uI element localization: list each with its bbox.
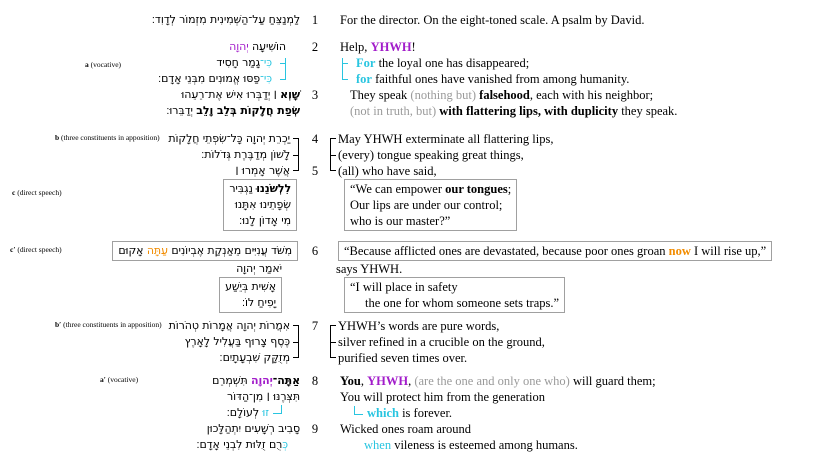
hebrew-line (118, 243, 292, 259)
stanza-6 (0, 241, 825, 313)
speech-box (219, 277, 282, 313)
speech-box (344, 277, 565, 313)
english-column (328, 12, 825, 28)
text-segment: הוֹשִׁיעָה (248, 40, 286, 53)
hebrew-line (229, 181, 291, 197)
text-segment: (every) tongue speaking great things, (338, 148, 524, 162)
text-segment: אֲשֶׁר אָמְרוּ ׀ (235, 164, 290, 177)
text-segment: Wicked ones roam around (340, 422, 472, 436)
verse-number: 6 (311, 244, 319, 258)
hebrew-line (201, 147, 290, 163)
hebrew-line (235, 163, 290, 179)
english-line (328, 437, 825, 452)
text-segment: נַגְבִּיר (229, 182, 257, 195)
hebrew-line (229, 197, 291, 213)
connector-word: when (364, 438, 392, 452)
text-segment: Our lips are under our control; (350, 198, 503, 212)
section-label-a (85, 60, 121, 69)
label-letter: b (55, 133, 60, 142)
connector-word: כְּ (282, 438, 288, 451)
label-text: (three constituents in apposition) (61, 320, 162, 329)
divine-name: YHWH (370, 40, 412, 54)
text-segment: , (408, 374, 415, 388)
text-segment: “I will place in safety (350, 280, 458, 294)
text-segment: the loyal one has disappeared; (375, 56, 530, 70)
english-line (344, 243, 766, 259)
apposition-bracket (292, 325, 299, 358)
connector-word: כִּי־ (260, 56, 272, 69)
hebrew-line (229, 39, 286, 55)
text-segment: For the director. On the eight-toned scale. A psalm by David. (340, 13, 645, 27)
connector-hook (273, 405, 282, 414)
text-segment: They speak (350, 88, 411, 102)
bold-phrase: our tongues (445, 182, 508, 196)
english-line (328, 147, 825, 163)
hebrew-column (0, 373, 302, 452)
text-segment: שְׂפָתֵינוּ אִתָּנוּ (234, 198, 291, 211)
hebrew-line (152, 12, 300, 28)
english-line (328, 261, 825, 277)
hebrew-column (0, 39, 302, 119)
text-segment: You will protect him from the generation (340, 390, 545, 404)
stanza-4-5 (0, 131, 825, 231)
text-segment: גָמַר חָסִיד (216, 56, 261, 69)
english-line (328, 39, 825, 55)
text-wrapper (227, 406, 269, 419)
english-column (328, 373, 825, 452)
speech-box (112, 241, 298, 261)
hebrew-line (196, 437, 288, 452)
parenthetical: (nothing but) (410, 88, 480, 102)
hebrew-line (169, 318, 290, 334)
text-segment: they speak. (618, 104, 678, 118)
hebrew-line (185, 334, 290, 350)
bold-phrase: שְׂפַת חֲלָקוֹת בְּלֵב וָלֵב (196, 104, 300, 117)
apposition-bracket (330, 138, 337, 171)
verse-number: 8 (311, 374, 319, 388)
section-label-c-prime (10, 245, 62, 254)
label-text: (vocative) (88, 60, 122, 69)
stanza-1 (0, 12, 825, 28)
text-segment: I will rise up,” (690, 244, 767, 258)
text-segment: says YHWH. (336, 262, 403, 276)
text-segment: אָקוּם (118, 244, 147, 257)
english-line (328, 131, 825, 147)
connector-word: כִּי־ (260, 72, 272, 85)
label-text: (three constituents in apposition) (59, 133, 160, 142)
section-label-b-prime (55, 320, 162, 329)
text-segment: פַסּוּ אֱמוּנִים מִבְּנֵי אָדָם׃ (157, 72, 261, 85)
english-line (328, 350, 825, 366)
english-column (328, 39, 825, 119)
apposition-bracket (330, 325, 337, 358)
text-segment: יְדַבֵּרוּ׃ (166, 104, 197, 117)
text-segment: ׀ יְדַבְּרוּ אִישׁ אֶת־רֵעֵהוּ (181, 88, 281, 101)
label-text: (vocative) (105, 375, 139, 384)
hebrew-line (181, 87, 300, 103)
text-segment: “We can empower (350, 182, 446, 196)
speech-box (344, 179, 517, 231)
english-line (328, 334, 825, 350)
connector-hook (354, 406, 363, 415)
label-letter: c′ (10, 245, 16, 254)
hebrew-line (207, 421, 300, 437)
verse-number: 5 (311, 164, 319, 178)
apposition-bracket (292, 138, 299, 171)
hebrew-line (158, 71, 272, 87)
english-line (328, 55, 825, 71)
hebrew-line (166, 103, 300, 119)
text-segment: purified seven times over. (338, 351, 468, 365)
english-line (328, 389, 825, 405)
text-segment: YHWH’s words are pure words, (338, 319, 500, 333)
verse-number: 7 (311, 319, 319, 333)
label-text: (direct speech) (15, 188, 62, 197)
english-line (350, 181, 511, 197)
english-line (350, 197, 511, 213)
hebrew-column (0, 318, 302, 366)
stanza-8-9 (0, 373, 825, 452)
hebrew-column (0, 131, 302, 231)
parenthetical: (are the one and only one who) (414, 374, 573, 388)
text-segment: לַמְנַצֵּחַ עַל־הַשְּׁמִינִית מִזְמוֹר לְדָוִד׃ (151, 13, 300, 26)
english-line (350, 295, 559, 311)
english-column (328, 241, 825, 313)
text-segment: מִי אָדוֹן לָנוּ׃ (239, 214, 291, 227)
text-segment: סָבִיב רְשָׁעִים יִתְהַלָּכוּן (206, 422, 300, 435)
english-line (328, 405, 825, 421)
hebrew-column (0, 241, 302, 313)
hebrew-line (225, 279, 276, 295)
hebrew-line (236, 261, 282, 277)
hebrew-line (212, 373, 300, 389)
connector-bracket (279, 58, 286, 80)
hebrew-line (229, 213, 291, 229)
text-segment: כֶּסֶף צָרוּף בַּעֲלִיל לָאָרֶץ (184, 335, 290, 348)
page-content (0, 12, 825, 452)
text-segment: faithful ones have vanished from among humanity. (371, 72, 630, 86)
connector-bracket (342, 58, 349, 80)
text-segment: (all) who have said, (338, 164, 437, 178)
section-label-a-prime (100, 375, 138, 384)
text-segment: will guard them; (572, 374, 656, 388)
connector-word: זוּ (262, 406, 269, 419)
divine-name: יְהוָה (251, 374, 273, 387)
text-segment: Help, (340, 40, 371, 54)
english-line (350, 279, 559, 295)
text-segment: who is our master?” (350, 214, 451, 228)
text-segment: vileness is esteemed among humans. (391, 438, 578, 452)
english-column (328, 131, 825, 231)
connector-word: for (356, 72, 372, 86)
english-line (328, 318, 825, 334)
stanza-7 (0, 318, 825, 366)
english-line (328, 12, 825, 28)
hebrew-line (227, 405, 282, 421)
verse-number: 2 (311, 40, 319, 54)
english-line (328, 71, 825, 87)
text-segment: תִּשְׁמְרֵם (212, 374, 252, 387)
label-letter: c (12, 188, 16, 197)
bold-phrase: שָׁוְא (280, 88, 300, 101)
text-segment: silver refined in a crucible on the ground, (338, 335, 545, 349)
connector-word: which (367, 406, 399, 420)
label-text: (direct speech) (15, 245, 62, 254)
label-letter: a′ (100, 375, 106, 384)
hebrew-line (168, 131, 290, 147)
text-segment: לָשׁוֹן מְדַבֶּרֶת גְּדֹלוֹת׃ (201, 148, 290, 161)
divine-name: YHWH (367, 374, 409, 388)
emphasis-word: עַתָּה (146, 244, 168, 257)
text-segment: אָשִׁית בְּיֵשַׁע (225, 280, 276, 293)
bold-phrase: falsehood (479, 88, 530, 102)
text-segment: , (360, 374, 368, 388)
text-segment: רֻם זֻלּוּת לִבְנֵי אָדָם׃ (196, 438, 283, 451)
text-segment: the one for whom someone sets traps.” (365, 296, 560, 310)
verse-number: 9 (311, 422, 319, 436)
divine-name: יְהוָה (229, 40, 249, 53)
section-label-b (55, 133, 160, 142)
english-line (328, 163, 825, 179)
text-segment: “Because afflicted ones are devastated, because poor ones groan (344, 244, 669, 258)
bold-phrase: לִלְשֹׁנֵנוּ (256, 182, 291, 195)
section-label-c (12, 188, 62, 197)
text-segment: יַכְרֵת יְהוָה כָּל־שִׂפְתֵי חֲלָקוֹת (168, 132, 290, 145)
text-segment: ; (507, 182, 512, 196)
speech-box (223, 179, 297, 231)
label-letter: a (85, 60, 89, 69)
text-segment: לְעוֹלָם׃ (226, 406, 263, 419)
english-column (328, 318, 825, 366)
verse-number: 1 (311, 13, 319, 27)
connector-word: For (356, 56, 376, 70)
hebrew-line (219, 350, 290, 366)
hebrew-column (0, 12, 302, 28)
text-segment: , each with his neighbor; (529, 88, 654, 102)
hebrew-line (225, 295, 276, 311)
hebrew-line (227, 389, 300, 405)
bold-phrase: You (340, 374, 361, 388)
english-line (328, 421, 825, 437)
english-line (328, 87, 825, 103)
verse-number: 4 (311, 132, 319, 146)
speech-box (338, 241, 772, 261)
text-segment: מְזֻקָּק שִׁבְעָתָיִם׃ (219, 351, 290, 364)
text-segment: ! (411, 40, 416, 54)
text-segment: תִּצְּרֶנּוּ ׀ מִן־הַדּוֹר (227, 390, 300, 403)
english-line (350, 213, 511, 229)
emphasis-word: now (668, 244, 691, 258)
text-segment: מִשֹּׁד עֲנִיִּים מֵאַנְקַת אֶבְיוֹנִים (167, 244, 292, 257)
text-segment: אִמֲרוֹת יְהוָה אֲמָרוֹת טְהֹרוֹת (168, 319, 290, 332)
text-segment: is forever. (398, 406, 453, 420)
parenthetical: (not in truth, but) (350, 104, 440, 118)
english-line (328, 103, 825, 119)
verse-number: 3 (311, 88, 319, 102)
text-segment: יֹאמַר יְהוָה (236, 262, 282, 275)
label-letter: b′ (55, 320, 62, 329)
bold-phrase: with flattering lips, with duplicity (439, 104, 619, 118)
stanza-2-3 (0, 39, 825, 119)
text-segment: יָפִיחַ לוֹ׃ (241, 296, 276, 309)
text-segment: May YHWH exterminate all flattering lips, (338, 132, 554, 146)
bold-phrase: אַתָּה־ (272, 374, 300, 387)
hebrew-line (216, 55, 272, 71)
english-line (328, 373, 825, 389)
